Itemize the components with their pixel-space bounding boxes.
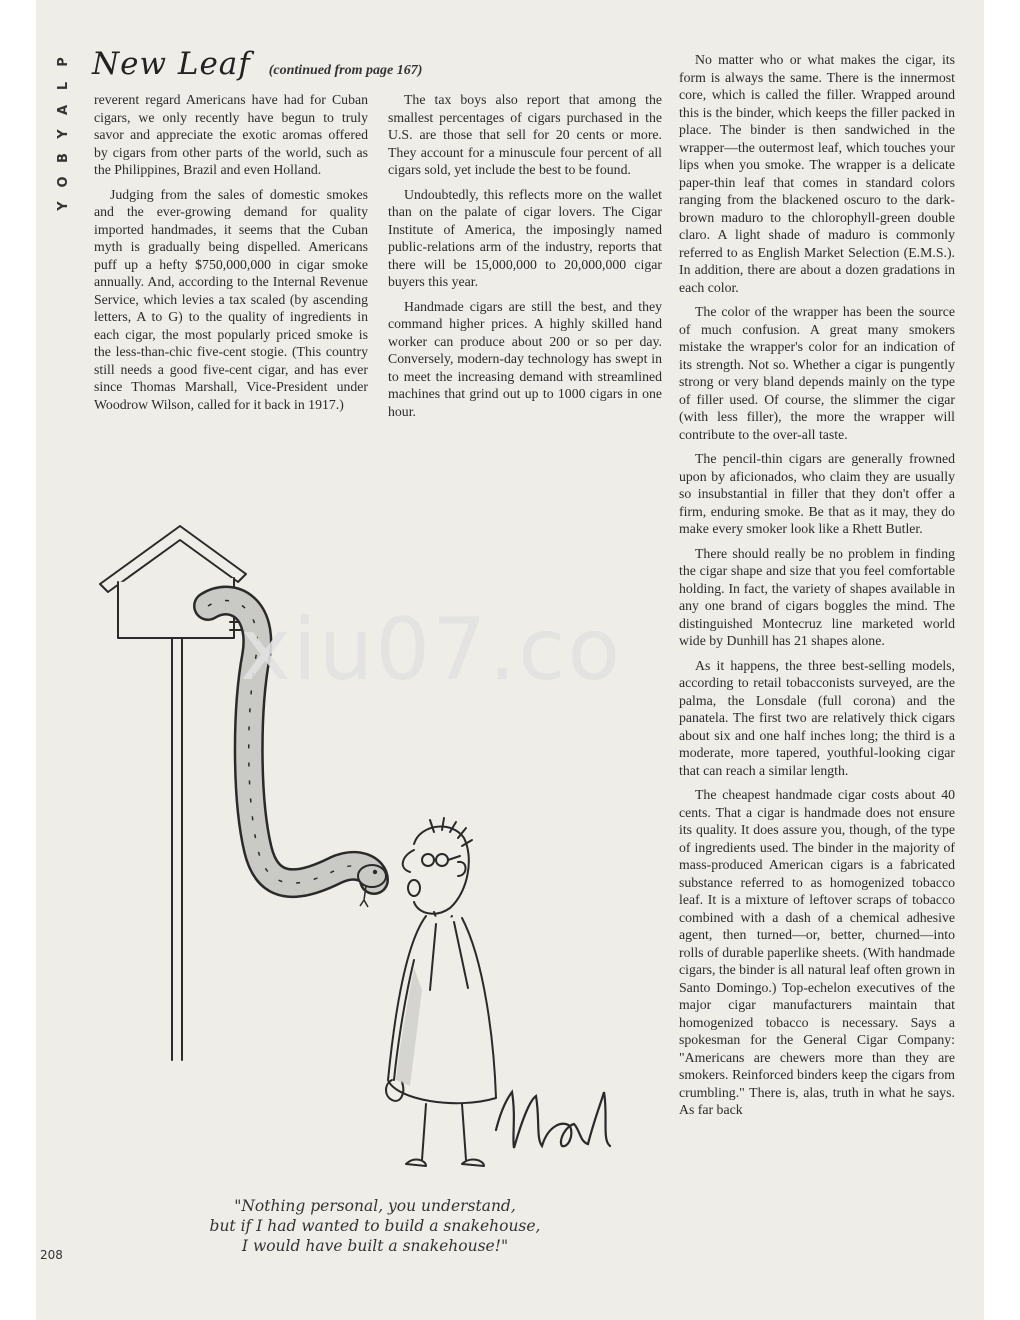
man-ear	[458, 862, 466, 876]
man-nose	[403, 850, 414, 872]
paragraph: Undoubtedly, this reflects more on the wallet than on the palate of cigar lovers. The Cigar Institute of America, the imposingly named public-relations arm of the industry, reports that there will be 15,000,000 to 20,000,000 cigar buyers this year.	[388, 186, 662, 289]
man-mouth	[408, 880, 420, 896]
text-column-1	[94, 91, 368, 420]
caption-line: "Nothing personal, you understand,	[234, 1197, 516, 1215]
text-column-3	[679, 51, 955, 1126]
birdhouse-post	[172, 638, 182, 1060]
paragraph: The color of the wrapper has been the source of much confusion. A great many smokers mistake the wrapper's color for an indication of its strength. Not so. Whether a cigar is pungently strong or very bland depends mainly on the type of filler used. Of course, the slimmer the cigar (with less filler), the more the wrapper will contribute to the over-all taste.	[679, 304, 955, 442]
paragraph: As it happens, the three best-selling models, according to retail tobacconists surveyed, are the palma, the Lonsdale (full corona) and the panatela. The first two are relatively thick cigars about six and one half inches long; the third is a moderate, more tapered, youthful-looking cigar that can reach a similar length.	[679, 657, 955, 778]
man-shoes	[406, 1160, 484, 1166]
spine-letter: Y	[56, 201, 71, 211]
spine-letter: L	[56, 81, 71, 91]
man-glasses	[422, 854, 460, 866]
paragraph: The cheapest handmade cigar costs about 40 cents. That a cigar is handmade does not ensure its quality. It does assure you, though, of the type of ingredients used. The binder in the majority of mass-produced American cigars is a fabricated substance referred to as homogenized tobacco leaf. It is a mixture of leftover scraps of tobacco combined with a dash of a chemical adhesive agent, then turned—or, better, churned—into rolls of durable paperlike sheets. (With handmade cigars, the binder is all natural leaf often grown in Santo Domingo.) Top-echelon executives of the major cigar manufacturers maintain that homogenized tobacco is necessary. Says a spokesman for the General Cigar Company: "Americans are chewers more than they are smokers. Reinforced binders keep the cigars from crumbling." There is, alas, truth in what he says. As far back	[679, 787, 955, 1117]
cartoon-caption	[180, 1196, 570, 1256]
article-title: New Leaf	[92, 46, 251, 82]
paragraph: Judging from the sales of domestic smokes and the ever-growing demand for quality imported handmades, it seems that the Cuban myth is gradually being dispelled. Americans puff up a hefty $750,000,000 in cigar smoke annually. And, according to the Internal Revenue Service, which levies a tax scaled (by ascending letters, A to G) to the quality of ingredients in each cigar, the most popularly priced smoke is the less-than-chic five-cent stogie. (This country still needs a good five-cent cigar, and has ever since Thomas Marshall, Vice-President under Woodrow Wilson, called for it back in 1917.)	[94, 186, 368, 412]
spine-letter: P	[56, 57, 71, 67]
paragraph: The pencil-thin cigars are generally frowned upon by aficionados, who claim they are usually so insubstantial in filler that they don't offer a firm, enduring smoke. Be that as it may, they do make every smoker look like a Rhett Butler.	[679, 451, 955, 536]
man-head	[414, 827, 469, 914]
magazine-spine-label	[52, 50, 76, 211]
continued-note: (continued from page 167)	[268, 63, 423, 78]
man-legs	[422, 1104, 466, 1160]
snake-head	[358, 865, 386, 887]
caption-line: I would have built a snakehouse!"	[241, 1237, 509, 1255]
spine-letter: Y	[56, 129, 71, 139]
paragraph: reverent regard Americans have had for Cuban cigars, we only recently have begun to truly savor and appreciate the exotic aromas offered by cigars from other parts of the world, such as the Philippines, Brazil and even Holland.	[94, 92, 368, 177]
spine-letter: O	[56, 176, 71, 188]
cartoon-illustration	[96, 520, 656, 1200]
snake-birdhouse-drawing	[96, 520, 656, 1200]
text-column-2	[388, 91, 662, 427]
spine-letter: A	[56, 104, 71, 116]
caption-line: but if I had wanted to build a snakehouse,	[209, 1217, 541, 1235]
snake-eye	[373, 870, 377, 874]
watermark-text: xiu07.co	[240, 600, 622, 700]
paragraph: No matter who or what makes the cigar, its form is always the same. There is the innermost core, which is called the filler. Wrapped around this is the binder, which keeps the filler packed in place. The binder is then sandwiched in the wrapper—the outermost leaf, which touches your lips when you smoke. The wrapper is a delicate paper-thin leaf that comes in standard colors ranging from the blackened oscuro to the dark-brown maduro to the chlorophyll-green double claro. A light shade of maduro is commonly referred to as English Market Selection (E.M.S.). In addition, there are about a dozen gradations in each color.	[679, 52, 955, 295]
spine-letter: B	[56, 153, 71, 163]
page-number: 208	[40, 1248, 63, 1262]
article-header	[92, 46, 472, 92]
paragraph: The tax boys also report that among the smallest percentages of cigars purchased in the U.S. are those that sell for 20 cents or more. They account for a minuscule four percent of all cigars sold, yet include the best to be found.	[388, 92, 662, 177]
snake-body	[208, 601, 374, 884]
paragraph: There should really be no problem in finding the cigar shape and size that you feel comfortable holding. In fact, the variety of shapes available in any one brand of cigars boggles the mind. The distinguished Montecruz line marketed world wide by Dunhill has 21 shapes alone.	[679, 545, 955, 648]
paragraph: Handmade cigars are still the best, and they command higher prices. A highly skilled hand worker can produce about 200 or so per day. Conversely, modern-day technology has swept in to meet the increasing demand with streamlined machines that grind out up to 1000 cigars in one hour.	[388, 298, 662, 419]
artist-signature	[496, 1092, 610, 1148]
